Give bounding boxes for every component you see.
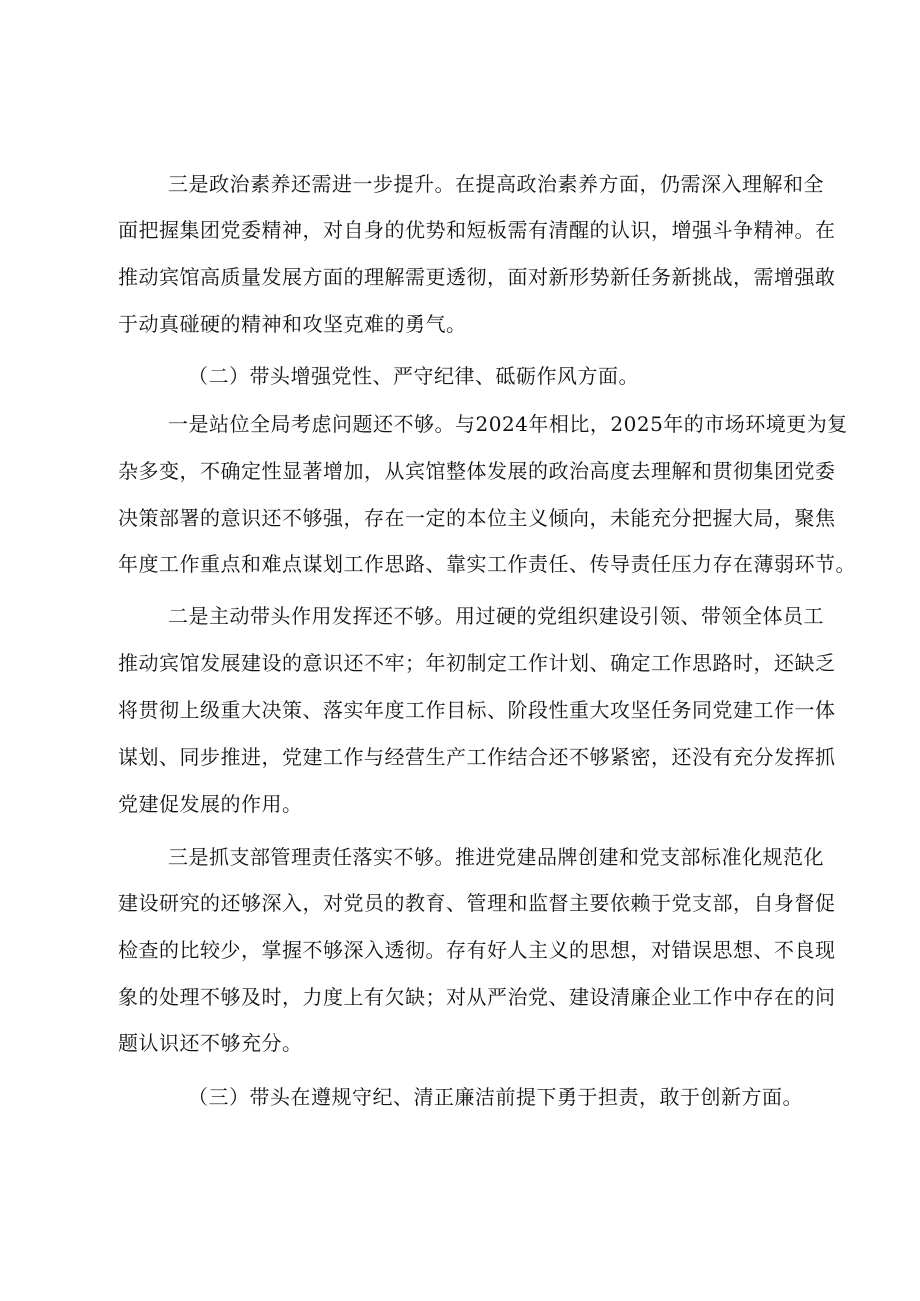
paragraph-line: 党建促发展的作用。	[118, 792, 303, 816]
paragraph-line: 象的处理不够及时，力度上有欠缺；对从严治党、建设清廉企业工作中存在的问	[118, 985, 836, 1009]
paragraph-line: 杂多变，不确定性显著增加，从宾馆整体发展的政治高度去理解和贯彻集团党委	[118, 459, 836, 483]
paragraph-line: 检查的比较少，掌握不够深入透彻。存有好人主义的思想，对错误思想、不良现	[118, 938, 836, 962]
paragraph-line: 将贯彻上级重大决策、落实年度工作目标、阶段性重大攻坚任务同党建工作一体	[118, 698, 836, 722]
paragraph-line: 谋划、同步推进，党建工作与经营生产工作结合还不够紧密，还没有充分发挥抓	[118, 745, 836, 769]
paragraph-line: 建设研究的还够深入，对党员的教育、管理和监督主要依赖于党支部，自身督促	[118, 891, 836, 915]
section-heading: （二）带头增强党性、严守纪律、砥砺作风方面。	[188, 364, 639, 388]
paragraph-line: 推动宾馆发展建设的意识还不牢；年初制定工作计划、确定工作思路时，还缺乏	[118, 651, 836, 675]
paragraph-line: 面把握集团党委精神，对自身的优势和短板需有清醒的认识，增强斗争精神。在	[118, 218, 836, 242]
paragraph-line: 题认识还不够充分。	[118, 1031, 303, 1055]
paragraph-line: 三是政治素养还需进一步提升。在提高政治素养方面，仍需深入理解和全	[168, 172, 824, 196]
paragraph-line: 二是主动带头作用发挥还不够。用过硬的党组织建设引领、带领全体员工	[168, 604, 824, 628]
paragraph-line: 推动宾馆高质量发展方面的理解需更透彻，面对新形势新任务新挑战，需增强敢	[118, 265, 836, 289]
paragraph-line: 决策部署的意识还不够强，存在一定的本位主义倾向，未能充分把握大局，聚焦	[118, 506, 836, 530]
paragraph-line: 年度工作重点和难点谋划工作思路、靠实工作责任、传导责任压力存在薄弱环节。	[118, 552, 856, 576]
paragraph-line: 三是抓支部管理责任落实不够。推进党建品牌创建和党支部标准化规范化	[168, 845, 824, 869]
paragraph-line: 一是站位全局考虑问题还不够。与2024年相比，2025年的市场环境更为复	[168, 412, 848, 436]
paragraph-line: 于动真碰硬的精神和攻坚克难的勇气。	[118, 312, 467, 336]
section-heading: （三）带头在遵规守纪、清正廉洁前提下勇于担责，敢于创新方面。	[188, 1085, 803, 1109]
